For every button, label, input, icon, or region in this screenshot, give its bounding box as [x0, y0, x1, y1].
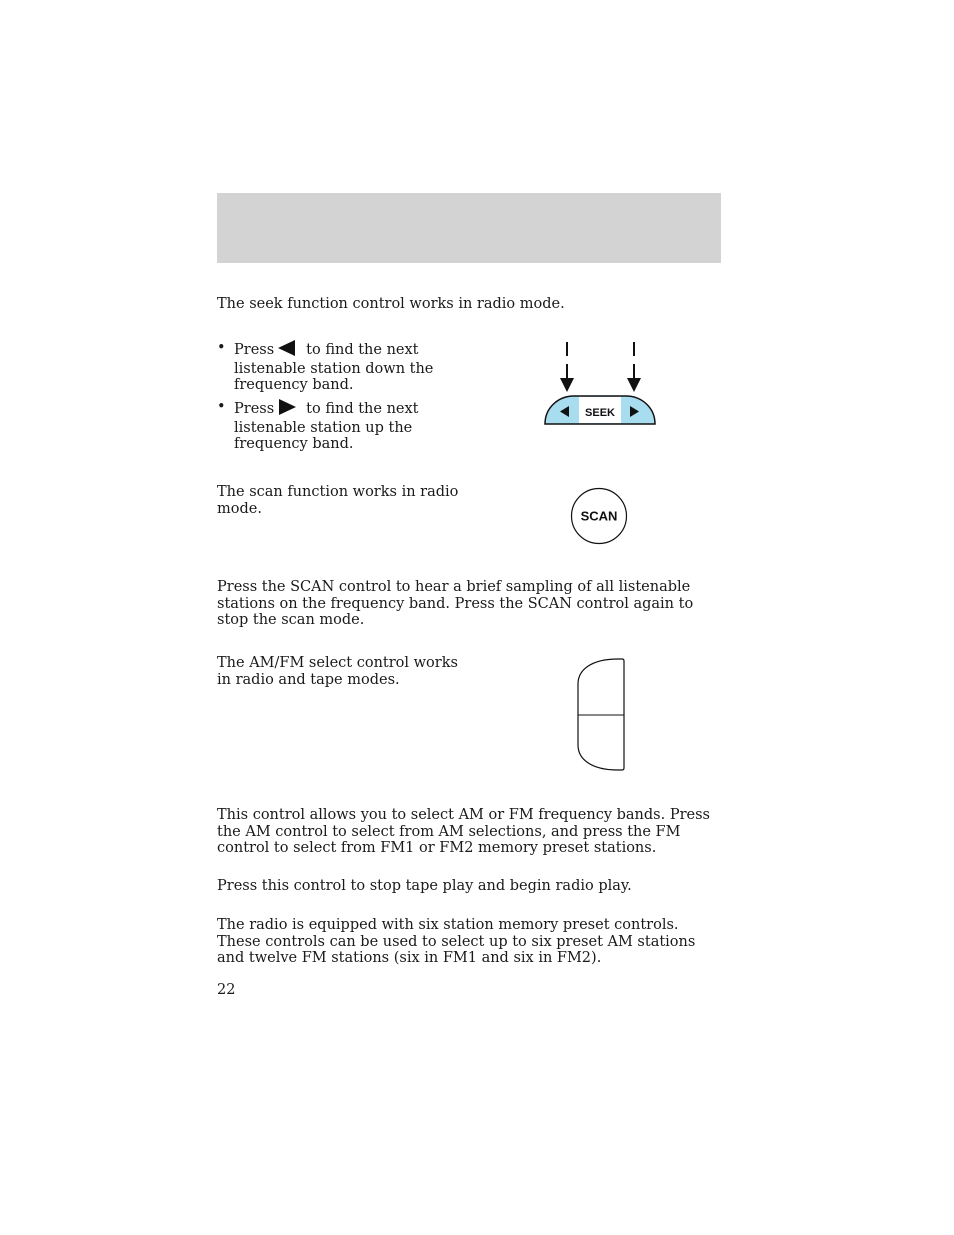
seek-down-bullet	[217, 340, 457, 392]
seek-button-label: SEEK	[585, 407, 615, 419]
seek-up-text-first: to find the next	[306, 401, 419, 417]
seek-up-text-rest: listenable station up the frequency band.	[234, 419, 413, 452]
seek-up-bullet	[217, 399, 457, 451]
scan-button-label: SCAN	[580, 508, 618, 524]
bullet-dot: •	[217, 340, 226, 356]
bullet-dot: •	[217, 399, 226, 415]
seek-down-text-first: to find the next	[306, 342, 419, 358]
tape-note: Press this control to stop tape play and begin radio play.	[217, 878, 632, 894]
press-label: Press	[234, 342, 275, 358]
section-header-band	[217, 193, 721, 263]
amfm-intro: The AM/FM select control works in radio and tape modes.	[217, 655, 458, 688]
press-label: Press	[234, 401, 275, 417]
amfm-description: This control allows you to select AM or FM frequency bands. Press the AM control to select from AM selections, and press the FM control to select from FM1 or FM2 memory preset stations.	[217, 807, 710, 856]
presets-description: The radio is equipped with six station memory preset controls. These controls can be used to select up to six preset AM stations and twelve FM stations (six in FM1 and six in FM2).	[217, 917, 696, 966]
scan-button-illustration	[568, 485, 630, 547]
seek-button-illustration	[540, 338, 662, 428]
scan-description: Press the SCAN control to hear a brief sampling of all listenable stations on the frequency band. Press the SCAN control again to stop the scan mode.	[217, 579, 694, 628]
seek-down-text-rest: listenable station down the frequency band.	[234, 360, 434, 393]
amfm-button-illustration	[574, 656, 630, 774]
scan-intro: The scan function works in radio mode.	[217, 484, 459, 517]
page-number: 22	[217, 982, 236, 998]
seek-down-arrow-icon	[278, 340, 296, 361]
seek-up-arrow-icon	[278, 399, 296, 420]
seek-intro: The seek function control works in radio mode.	[217, 296, 565, 312]
